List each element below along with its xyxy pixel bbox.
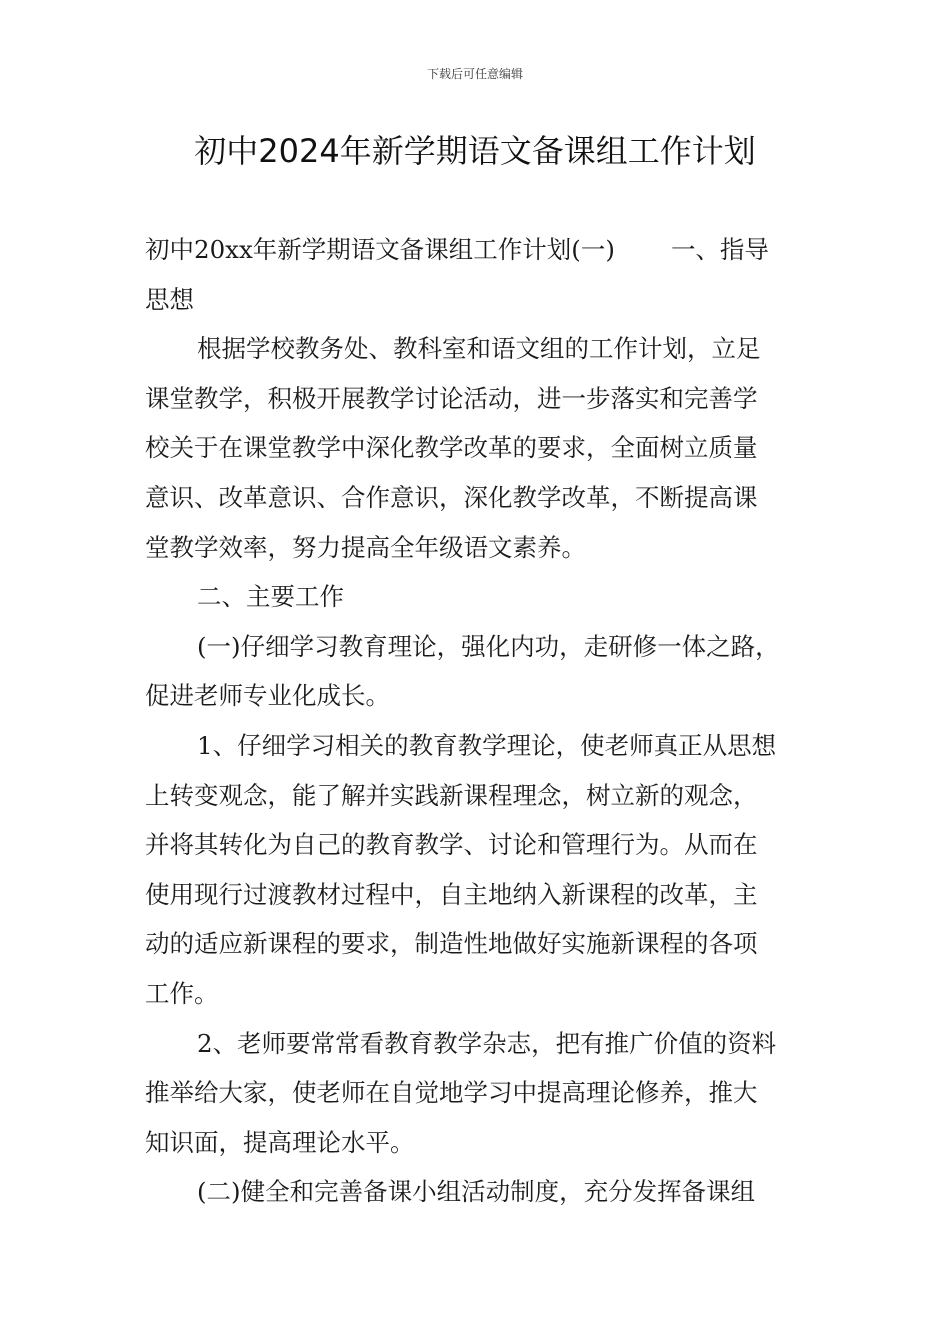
paragraph-line: 根据学校教务处、教科室和语文组的工作计划，立足 [197,334,761,364]
paragraph-line: 使用现行过渡教材过程中，自主地纳入新课程的改革，主 [145,879,758,909]
header-note: 下载后可任意编辑 [426,67,523,81]
paragraph-line: 课堂教学，积极开展教学讨论活动，进一步落实和完善学 [145,383,758,413]
paragraph-line: (二)健全和完善备课小组活动制度，充分发挥备课组 [197,1177,756,1207]
paragraph-line: 1、仔细学习相关的教育教学理论，使老师真正从思想 [197,730,777,760]
paragraph-line: 2、老师要常常看教育教学杂志，把有推广价值的资料 [197,1028,777,1058]
paragraph-line: 推举给大家，使老师在自觉地学习中提高理论修养，推大 [145,1078,758,1108]
heading-inline-text: 初中20xx年新学期语文备课组工作计划(一) [145,235,615,264]
paragraph-line: 意识、改革意识、合作意识，深化教学改革，不断提高课 [145,482,758,512]
paragraph-line: 上转变观念，能了解并实践新课程理念，树立新的观念， [145,780,758,810]
section-heading-text: 一、指导 [670,235,769,264]
document-body [145,225,810,1217]
paragraph-line: 校关于在课堂教学中深化教学改革的要求，全面树立质量 [145,433,758,463]
paragraph-line: 堂教学效率，努力提高全年级语文素养。 [145,532,586,562]
paragraph-line: 知识面，提高理论水平。 [145,1127,415,1157]
paragraph-line: 思想 [145,284,194,314]
paragraph-line: 促进老师专业化成长。 [145,681,390,711]
paragraph-line [145,225,810,275]
paragraph-line: 工作。 [145,978,219,1008]
paragraph-line: 并将其转化为自己的教育教学、讨论和管理行为。从而在 [145,830,758,860]
document-title: 初中2024年新学期语文备课组工作计划 [194,132,756,170]
paragraph-line: (一)仔细学习教育理论，强化内功，走研修一体之路， [197,631,780,661]
paragraph-line: 动的适应新课程的要求，制造性地做好实施新课程的各项 [145,929,758,959]
section-heading: 二、主要工作 [197,582,344,612]
